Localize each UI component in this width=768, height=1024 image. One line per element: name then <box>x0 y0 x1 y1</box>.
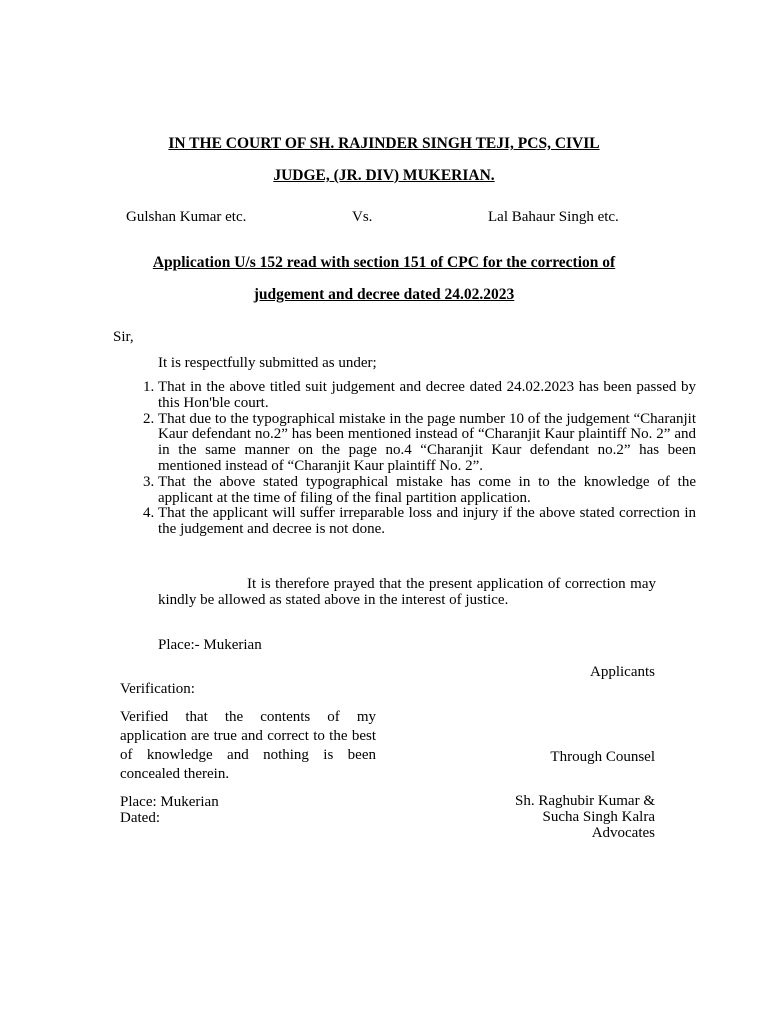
verification-text: Verified that the contents of my application are true and correct to the best of knowledge and nothing is been concealed therein. <box>120 709 376 782</box>
through-counsel: Through Counsel <box>550 749 655 765</box>
point-item: 1. That in the above titled suit judgement and decree dated 24.02.2023 has been passed by this Hon'ble court. <box>158 380 696 412</box>
place-top: Place:- Mukerian <box>158 637 262 653</box>
subject-line2: judgement and decree dated 24.02.2023 <box>253 286 515 303</box>
point-item: 4. That the applicant will suffer irreparable loss and injury if the above stated correction in the judgement and decree is not done. <box>158 506 696 538</box>
verification-dated: Dated: <box>120 810 160 826</box>
counsel-line1: Sh. Raghubir Kumar & <box>515 793 655 809</box>
point-item: 2. That due to the typographical mistake in the page number 10 of the judgement “Charanjit Kaur defendant no.2” has been mentioned instead of “Charanjit Kaur plaintiff No. 2” and in the same manner on the page no.4 “Charanjit Kaur defendant no.2” has been mentioned instead of “Charanjit Kaur plaintiff No. 2”. <box>158 412 696 475</box>
respondent-name: Lal Bahaur Singh etc. <box>488 209 619 225</box>
applicants-label: Applicants <box>590 664 655 680</box>
intro-text: It is respectfully submitted as under; <box>158 355 377 371</box>
verification-heading: Verification: <box>120 681 195 697</box>
salutation: Sir, <box>113 329 134 345</box>
court-heading-line2: JUDGE, (JR. DIV) MUKERIAN. <box>273 167 495 184</box>
prayer-paragraph: It is therefore prayed that the present application of correction may kindly be allowed as stated above in the interest of justice. <box>158 576 656 608</box>
counsel-line3: Advocates <box>591 825 655 841</box>
verification-place: Place: Mukerian <box>120 794 219 810</box>
versus-label: Vs. <box>352 209 373 225</box>
point-item: 3. That the above stated typographical mistake has come in to the knowledge of the applicant at the time of filing of the final partition application. <box>158 475 696 507</box>
counsel-line2: Sucha Singh Kalra <box>542 809 655 825</box>
submission-points <box>118 380 696 538</box>
petitioner-name: Gulshan Kumar etc. <box>126 209 247 225</box>
court-heading-line1: IN THE COURT OF SH. RAJINDER SINGH TEJI, PCS, CIVIL <box>168 135 600 152</box>
subject-line1: Application U/s 152 read with section 151 of CPC for the correction of <box>152 254 616 271</box>
